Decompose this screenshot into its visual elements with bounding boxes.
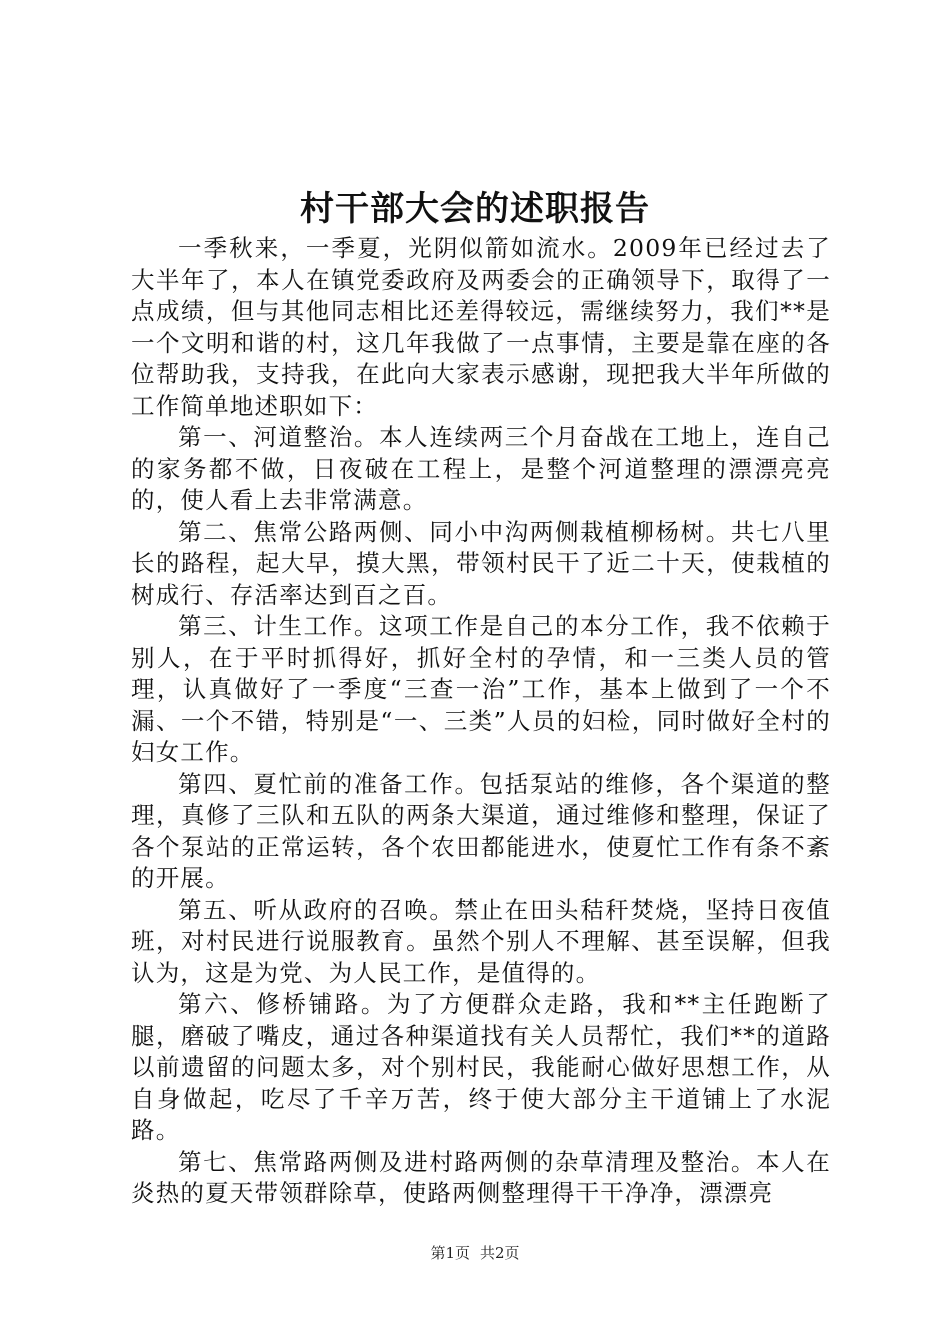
paragraph-item-1: 第一、河道整治。本人连续两三个月奋战在工地上，连自己的家务都不做，日夜破在工程上，是整个河道整理的漂漂亮亮的，使人看上去非常满意。 [131,423,831,514]
document-body [131,233,831,1210]
paragraph-item-6: 第六、修桥铺路。为了方便群众走路，我和**主任跑断了腿，磨破了嘴皮，通过各种渠道找有关人员帮忙，我们**的道路以前遗留的问题太多，对个别村民，我能耐心做好思想工作，从自身做起，吃尽了千辛万苦，终于使大部分主干道铺上了水泥路。 [131,990,831,1144]
paragraph-item-7: 第七、焦常路两侧及进村路两侧的杂草清理及整治。本人在炎热的夏天带领群除草，使路两侧整理得干干净净，漂漂亮 [131,1147,831,1207]
paragraph-item-3: 第三、计生工作。这项工作是自己的本分工作，我不依赖于别人，在于平时抓得好，抓好全村的孕情，和一三类人员的管理，认真做好了一季度“三查一治”工作，基本上做到了一个不漏、一个不错，特别是“一、三类”人员的妇检，同时做好全村的妇女工作。 [131,612,831,766]
paragraph-item-4: 第四、夏忙前的准备工作。包括泵站的维修，各个渠道的整理，真修了三队和五队的两条大渠道，通过维修和整理，保证了各个泵站的正常运转，各个农田都能进水，使夏忙工作有条不紊的开展。 [131,769,831,892]
page-footer [0,1243,950,1263]
paragraph-item-2: 第二、焦常公路两侧、同小中沟两侧栽植柳杨树。共七八里长的路程，起大早，摸大黑，带领村民干了近二十天，使栽植的树成行、存活率达到百之百。 [131,517,831,609]
paragraph-item-5: 第五、听从政府的召唤。禁止在田头秸秆焚烧，坚持日夜值班，对村民进行说服教育。虽然个别人不理解、甚至误解，但我认为，这是为党、为人民工作，是值得的。 [131,895,831,987]
page-number-current: 第1页 [430,1244,470,1262]
paragraph-intro: 一季秋来，一季夏，光阴似箭如流水。2009年已经过去了大半年了，本人在镇党委政府及两委会的正确领导下，取得了一点成绩，但与其他同志相比还差得较远，需继续努力，我们**是一个文明和谐的村，这几年我做了一点事情，主要是靠在座的各位帮助我，支持我，在此向大家表示感谢，现把我大半年所做的工作简单地述职如下： [131,234,831,420]
document-title: 村干部大会的述职报告 [300,189,650,229]
page-number-total: 共2页 [480,1244,520,1262]
